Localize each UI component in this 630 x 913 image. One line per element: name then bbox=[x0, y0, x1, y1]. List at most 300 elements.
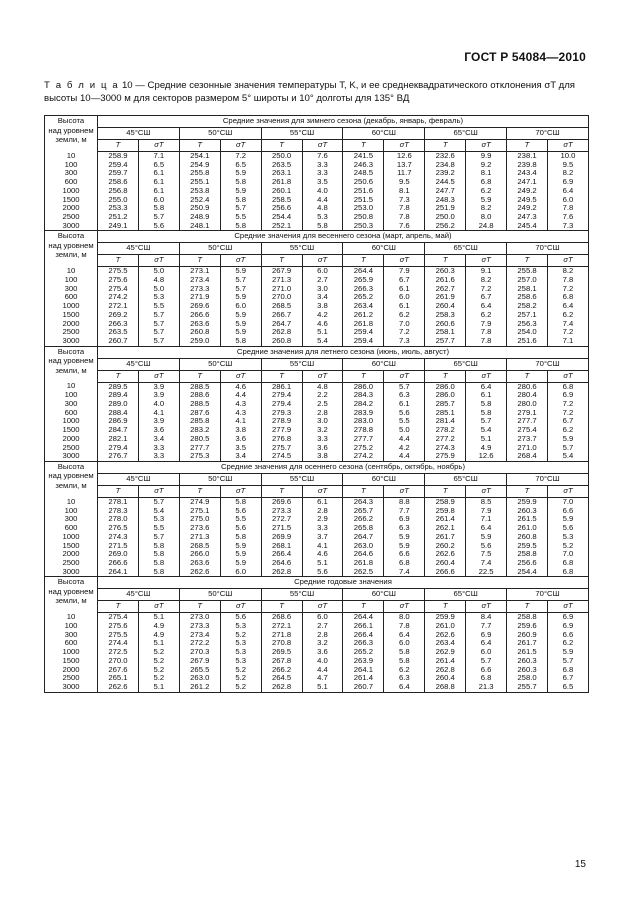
sigma-cell: 5.7 bbox=[547, 657, 588, 666]
sigma-symbol: σT bbox=[302, 140, 343, 152]
sigma-cell: 5.5 bbox=[220, 515, 261, 524]
sigma-cell: 6.1 bbox=[466, 391, 507, 400]
height-cell: 100 bbox=[45, 622, 98, 631]
sigma-cell: 5.3 bbox=[302, 213, 343, 222]
temperature-cell: 248.9 bbox=[179, 213, 220, 222]
sigma-symbol: σT bbox=[220, 485, 261, 497]
temperature-cell: 249.5 bbox=[507, 196, 548, 205]
latitude-header: 45°СШ bbox=[98, 128, 180, 140]
sigma-cell: 6.4 bbox=[466, 382, 507, 391]
temperature-symbol: T bbox=[179, 255, 220, 267]
height-cell: 3000 bbox=[45, 568, 98, 577]
temperature-cell: 264.7 bbox=[261, 320, 302, 329]
height-label-line: земли, м bbox=[55, 596, 87, 606]
sigma-cell: 5.9 bbox=[220, 267, 261, 276]
sigma-cell: 5.1 bbox=[302, 683, 343, 692]
sigma-cell: 8.0 bbox=[466, 213, 507, 222]
temperature-symbol: T bbox=[179, 485, 220, 497]
sigma-cell: 5.9 bbox=[220, 187, 261, 196]
temperature-cell: 278.3 bbox=[98, 507, 139, 516]
latitude-header: 50°СШ bbox=[179, 473, 261, 485]
temperature-cell: 263.6 bbox=[179, 559, 220, 568]
data-table bbox=[44, 115, 589, 693]
height-cell: 10 bbox=[45, 497, 98, 506]
sigma-cell: 5.8 bbox=[138, 568, 179, 577]
height-label-line: земли, м bbox=[55, 250, 87, 260]
temperature-cell: 280.0 bbox=[507, 400, 548, 409]
sigma-cell: 3.4 bbox=[138, 435, 179, 444]
sigma-symbol: σT bbox=[138, 485, 179, 497]
latitude-header: 50°СШ bbox=[179, 358, 261, 370]
sigma-cell: 5.9 bbox=[384, 533, 425, 542]
temperature-cell: 247.3 bbox=[507, 213, 548, 222]
temperature-cell: 272.7 bbox=[261, 515, 302, 524]
sigma-cell: 5.8 bbox=[138, 559, 179, 568]
sigma-cell: 7.6 bbox=[547, 213, 588, 222]
height-label-line: над уровнем bbox=[48, 125, 94, 135]
temperature-cell: 243.4 bbox=[507, 169, 548, 178]
temperature-cell: 279.4 bbox=[98, 444, 139, 453]
height-cell: 1000 bbox=[45, 533, 98, 542]
sigma-cell: 3.2 bbox=[302, 426, 343, 435]
sigma-cell: 5.3 bbox=[138, 515, 179, 524]
temperature-cell: 238.1 bbox=[507, 152, 548, 161]
temperature-cell: 269.0 bbox=[98, 550, 139, 559]
temperature-cell: 258.6 bbox=[98, 178, 139, 187]
temperature-cell: 261.4 bbox=[425, 657, 466, 666]
temperature-cell: 271.0 bbox=[507, 444, 548, 453]
sigma-cell: 2.2 bbox=[302, 391, 343, 400]
temperature-cell: 269.6 bbox=[179, 302, 220, 311]
temperature-cell: 263.4 bbox=[343, 302, 384, 311]
temperature-cell: 268.1 bbox=[261, 542, 302, 551]
sigma-cell: 8.5 bbox=[466, 497, 507, 506]
sigma-cell: 7.6 bbox=[302, 152, 343, 161]
sigma-cell: 4.4 bbox=[302, 666, 343, 675]
latitude-header: 70°СШ bbox=[507, 589, 589, 601]
table-row bbox=[45, 533, 589, 542]
sigma-symbol: σT bbox=[384, 485, 425, 497]
sigma-cell: 7.8 bbox=[384, 622, 425, 631]
sigma-cell: 4.3 bbox=[220, 400, 261, 409]
temperature-cell: 263.0 bbox=[343, 542, 384, 551]
height-cell: 1500 bbox=[45, 542, 98, 551]
temperature-symbol: T bbox=[343, 601, 384, 613]
temperature-cell: 249.2 bbox=[507, 204, 548, 213]
sigma-cell: 5.7 bbox=[138, 337, 179, 346]
sigma-cell: 5.8 bbox=[220, 178, 261, 187]
temperature-cell: 275.9 bbox=[425, 452, 466, 461]
temperature-cell: 251.9 bbox=[425, 204, 466, 213]
sigma-cell: 4.1 bbox=[138, 409, 179, 418]
sigma-cell: 3.6 bbox=[138, 426, 179, 435]
sigma-cell: 4.9 bbox=[466, 444, 507, 453]
sigma-cell: 5.8 bbox=[138, 542, 179, 551]
sigma-cell: 4.1 bbox=[220, 417, 261, 426]
sigma-cell: 3.6 bbox=[302, 648, 343, 657]
sigma-cell: 6.4 bbox=[466, 639, 507, 648]
table-row bbox=[45, 391, 589, 400]
temperature-cell: 264.7 bbox=[343, 533, 384, 542]
symbol-header-row bbox=[45, 485, 589, 497]
temperature-cell: 260.8 bbox=[179, 328, 220, 337]
height-cell: 1000 bbox=[45, 302, 98, 311]
sigma-cell: 8.2 bbox=[466, 204, 507, 213]
sigma-cell: 4.4 bbox=[384, 435, 425, 444]
temperature-cell: 260.3 bbox=[507, 657, 548, 666]
temperature-cell: 234.8 bbox=[425, 161, 466, 170]
temperature-cell: 273.3 bbox=[179, 285, 220, 294]
latitude-header-row bbox=[45, 128, 589, 140]
temperature-cell: 266.3 bbox=[343, 285, 384, 294]
temperature-cell: 269.9 bbox=[261, 533, 302, 542]
sigma-cell: 5.6 bbox=[220, 524, 261, 533]
temperature-cell: 255.8 bbox=[507, 267, 548, 276]
table-row bbox=[45, 559, 589, 568]
temperature-cell: 265.2 bbox=[343, 648, 384, 657]
table-row bbox=[45, 507, 589, 516]
sigma-cell: 4.8 bbox=[302, 204, 343, 213]
temperature-cell: 271.5 bbox=[261, 524, 302, 533]
temperature-cell: 260.3 bbox=[507, 666, 548, 675]
sigma-cell: 6.9 bbox=[547, 613, 588, 622]
sigma-cell: 5.7 bbox=[138, 533, 179, 542]
sigma-cell: 5.2 bbox=[138, 674, 179, 683]
temperature-cell: 278.9 bbox=[261, 417, 302, 426]
sigma-cell: 2.9 bbox=[302, 515, 343, 524]
sigma-cell: 6.2 bbox=[384, 666, 425, 675]
sigma-cell: 7.2 bbox=[547, 328, 588, 337]
temperature-cell: 256.6 bbox=[507, 559, 548, 568]
table-row bbox=[45, 293, 589, 302]
height-cell: 1500 bbox=[45, 657, 98, 666]
sigma-cell: 6.3 bbox=[384, 524, 425, 533]
symbol-header-row bbox=[45, 370, 589, 382]
sigma-cell: 6.2 bbox=[547, 311, 588, 320]
height-cell: 300 bbox=[45, 515, 98, 524]
sigma-cell: 7.1 bbox=[547, 337, 588, 346]
sigma-cell: 6.6 bbox=[547, 631, 588, 640]
temperature-cell: 279.1 bbox=[507, 409, 548, 418]
temperature-cell: 278.0 bbox=[98, 515, 139, 524]
table-row bbox=[45, 196, 589, 205]
sigma-cell: 5.1 bbox=[302, 559, 343, 568]
latitude-header: 45°СШ bbox=[98, 473, 180, 485]
sigma-cell: 5.8 bbox=[138, 204, 179, 213]
sigma-cell: 2.5 bbox=[302, 400, 343, 409]
sigma-cell: 4.8 bbox=[302, 382, 343, 391]
temperature-cell: 259.0 bbox=[179, 337, 220, 346]
sigma-cell: 6.8 bbox=[547, 666, 588, 675]
latitude-header: 65°СШ bbox=[425, 128, 507, 140]
temperature-cell: 260.8 bbox=[261, 337, 302, 346]
temperature-cell: 259.4 bbox=[98, 161, 139, 170]
sigma-symbol: σT bbox=[302, 370, 343, 382]
temperature-cell: 265.5 bbox=[179, 666, 220, 675]
sigma-cell: 5.8 bbox=[384, 648, 425, 657]
temperature-symbol: T bbox=[425, 370, 466, 382]
sigma-cell: 7.9 bbox=[384, 267, 425, 276]
temperature-cell: 275.4 bbox=[507, 426, 548, 435]
symbol-header-row bbox=[45, 140, 589, 152]
temperature-cell: 258.5 bbox=[261, 196, 302, 205]
sigma-symbol: σT bbox=[466, 255, 507, 267]
sigma-cell: 5.9 bbox=[547, 435, 588, 444]
temperature-symbol: T bbox=[98, 255, 139, 267]
temperature-cell: 263.5 bbox=[261, 161, 302, 170]
temperature-symbol: T bbox=[425, 140, 466, 152]
table-row bbox=[45, 568, 589, 577]
temperature-cell: 261.9 bbox=[425, 293, 466, 302]
table-row bbox=[45, 674, 589, 683]
height-cell: 3000 bbox=[45, 222, 98, 231]
sigma-cell: 3.3 bbox=[302, 169, 343, 178]
latitude-header: 55°СШ bbox=[261, 589, 343, 601]
temperature-cell: 266.6 bbox=[179, 311, 220, 320]
height-cell: 3000 bbox=[45, 683, 98, 692]
sigma-cell: 6.0 bbox=[466, 648, 507, 657]
temperature-cell: 250.3 bbox=[343, 222, 384, 231]
temperature-cell: 273.0 bbox=[179, 613, 220, 622]
temperature-cell: 259.6 bbox=[507, 622, 548, 631]
table-row bbox=[45, 524, 589, 533]
sigma-cell: 6.1 bbox=[138, 178, 179, 187]
temperature-cell: 263.4 bbox=[425, 639, 466, 648]
sigma-cell: 6.4 bbox=[466, 302, 507, 311]
latitude-header: 45°СШ bbox=[98, 589, 180, 601]
temperature-cell: 274.5 bbox=[261, 452, 302, 461]
sigma-cell: 5.9 bbox=[220, 542, 261, 551]
sigma-cell: 6.0 bbox=[220, 302, 261, 311]
temperature-cell: 267.8 bbox=[261, 657, 302, 666]
sigma-cell: 3.3 bbox=[302, 161, 343, 170]
temperature-cell: 267.6 bbox=[98, 666, 139, 675]
sigma-cell: 4.4 bbox=[220, 391, 261, 400]
height-cell: 1500 bbox=[45, 426, 98, 435]
table-row bbox=[45, 622, 589, 631]
height-column-header bbox=[45, 346, 98, 382]
sigma-cell: 6.9 bbox=[466, 631, 507, 640]
height-label-line: над уровнем bbox=[48, 471, 94, 481]
temperature-cell: 265.2 bbox=[343, 293, 384, 302]
temperature-cell: 261.4 bbox=[425, 515, 466, 524]
sigma-cell: 6.2 bbox=[547, 639, 588, 648]
temperature-cell: 264.5 bbox=[261, 674, 302, 683]
sigma-cell: 8.2 bbox=[547, 169, 588, 178]
table-row bbox=[45, 276, 589, 285]
temperature-cell: 239.2 bbox=[425, 169, 466, 178]
temperature-cell: 258.3 bbox=[425, 311, 466, 320]
temperature-cell: 278.1 bbox=[98, 497, 139, 506]
temperature-cell: 264.4 bbox=[343, 267, 384, 276]
temperature-cell: 258.1 bbox=[507, 285, 548, 294]
temperature-symbol: T bbox=[261, 485, 302, 497]
sigma-cell: 5.7 bbox=[138, 213, 179, 222]
table-row bbox=[45, 657, 589, 666]
sigma-cell: 6.6 bbox=[466, 666, 507, 675]
temperature-cell: 288.6 bbox=[179, 391, 220, 400]
temperature-cell: 265.1 bbox=[98, 674, 139, 683]
sigma-symbol: σT bbox=[547, 140, 588, 152]
sigma-cell: 7.8 bbox=[547, 276, 588, 285]
temperature-cell: 262.8 bbox=[425, 666, 466, 675]
sigma-cell: 4.1 bbox=[302, 542, 343, 551]
sigma-cell: 5.9 bbox=[220, 293, 261, 302]
section-title-row bbox=[45, 577, 589, 589]
temperature-cell: 241.5 bbox=[343, 152, 384, 161]
height-cell: 3000 bbox=[45, 337, 98, 346]
temperature-cell: 266.4 bbox=[261, 550, 302, 559]
sigma-cell: 7.3 bbox=[384, 196, 425, 205]
temperature-cell: 271.3 bbox=[261, 276, 302, 285]
sigma-cell: 6.9 bbox=[547, 622, 588, 631]
temperature-cell: 261.8 bbox=[261, 178, 302, 187]
latitude-header: 50°СШ bbox=[179, 243, 261, 255]
sigma-symbol: σT bbox=[220, 601, 261, 613]
height-label-line: земли, м bbox=[55, 135, 87, 144]
sigma-cell: 7.0 bbox=[384, 320, 425, 329]
sigma-cell: 6.7 bbox=[466, 293, 507, 302]
sigma-cell: 5.9 bbox=[384, 542, 425, 551]
temperature-cell: 272.1 bbox=[98, 302, 139, 311]
temperature-cell: 273.1 bbox=[179, 267, 220, 276]
latitude-header: 70°СШ bbox=[507, 128, 589, 140]
temperature-cell: 248.1 bbox=[179, 222, 220, 231]
temperature-symbol: T bbox=[507, 370, 548, 382]
latitude-header: 50°СШ bbox=[179, 128, 261, 140]
table-row bbox=[45, 337, 589, 346]
sigma-cell: 8.2 bbox=[466, 276, 507, 285]
temperature-symbol: T bbox=[507, 601, 548, 613]
sigma-cell: 7.9 bbox=[466, 507, 507, 516]
temperature-cell: 271.5 bbox=[98, 542, 139, 551]
latitude-header-row bbox=[45, 243, 589, 255]
table-row bbox=[45, 382, 589, 391]
height-label-line: земли, м bbox=[55, 480, 87, 490]
temperature-symbol: T bbox=[98, 140, 139, 152]
temperature-cell: 255.8 bbox=[179, 169, 220, 178]
height-cell: 1500 bbox=[45, 311, 98, 320]
temperature-cell: 259.7 bbox=[98, 169, 139, 178]
sigma-cell: 10.0 bbox=[547, 152, 588, 161]
sigma-cell: 5.7 bbox=[220, 276, 261, 285]
sigma-cell: 6.2 bbox=[384, 311, 425, 320]
temperature-cell: 256.3 bbox=[507, 320, 548, 329]
temperature-cell: 266.6 bbox=[425, 568, 466, 577]
temperature-cell: 267.9 bbox=[179, 657, 220, 666]
temperature-cell: 248.3 bbox=[425, 196, 466, 205]
sigma-cell: 7.1 bbox=[138, 152, 179, 161]
temperature-symbol: T bbox=[425, 255, 466, 267]
latitude-header-row bbox=[45, 473, 589, 485]
section-title-row bbox=[45, 346, 589, 358]
temperature-cell: 278.8 bbox=[343, 426, 384, 435]
height-cell: 2500 bbox=[45, 328, 98, 337]
sigma-cell: 4.2 bbox=[384, 444, 425, 453]
temperature-cell: 284.7 bbox=[98, 426, 139, 435]
temperature-cell: 268.5 bbox=[179, 542, 220, 551]
sigma-symbol: σT bbox=[138, 601, 179, 613]
temperature-cell: 251.6 bbox=[343, 187, 384, 196]
height-cell: 100 bbox=[45, 391, 98, 400]
temperature-cell: 260.3 bbox=[425, 267, 466, 276]
sigma-cell: 5.0 bbox=[138, 285, 179, 294]
sigma-cell: 5.7 bbox=[138, 320, 179, 329]
height-cell: 2500 bbox=[45, 674, 98, 683]
temperature-cell: 264.1 bbox=[343, 666, 384, 675]
sigma-cell: 5.7 bbox=[138, 328, 179, 337]
temperature-symbol: T bbox=[261, 601, 302, 613]
sigma-cell: 6.1 bbox=[138, 187, 179, 196]
table-row bbox=[45, 515, 589, 524]
temperature-cell: 258.9 bbox=[425, 497, 466, 506]
sigma-cell: 6.8 bbox=[547, 382, 588, 391]
temperature-cell: 288.5 bbox=[179, 400, 220, 409]
sigma-cell: 8.1 bbox=[384, 187, 425, 196]
temperature-cell: 283.0 bbox=[343, 417, 384, 426]
temperature-cell: 258.8 bbox=[507, 613, 548, 622]
temperature-cell: 287.6 bbox=[179, 409, 220, 418]
temperature-cell: 279.4 bbox=[261, 391, 302, 400]
sigma-cell: 5.9 bbox=[220, 320, 261, 329]
sigma-cell: 2.8 bbox=[302, 409, 343, 418]
temperature-cell: 275.7 bbox=[261, 444, 302, 453]
sigma-cell: 2.8 bbox=[302, 507, 343, 516]
table-row bbox=[45, 444, 589, 453]
height-label-line: Высота bbox=[57, 577, 85, 587]
temperature-cell: 262.5 bbox=[343, 568, 384, 577]
height-cell: 2000 bbox=[45, 204, 98, 213]
temperature-cell: 261.4 bbox=[343, 674, 384, 683]
sigma-cell: 3.5 bbox=[220, 444, 261, 453]
temperature-cell: 232.6 bbox=[425, 152, 466, 161]
sigma-cell: 7.2 bbox=[220, 152, 261, 161]
height-column-header bbox=[45, 116, 98, 152]
temperature-cell: 288.5 bbox=[179, 382, 220, 391]
sigma-cell: 7.9 bbox=[466, 320, 507, 329]
sigma-cell: 5.5 bbox=[138, 302, 179, 311]
height-cell: 3000 bbox=[45, 452, 98, 461]
sigma-cell: 12.6 bbox=[384, 152, 425, 161]
temperature-symbol: T bbox=[98, 370, 139, 382]
table-row bbox=[45, 542, 589, 551]
temperature-cell: 260.4 bbox=[425, 302, 466, 311]
sigma-cell: 5.8 bbox=[466, 400, 507, 409]
sigma-cell: 5.7 bbox=[220, 285, 261, 294]
temperature-cell: 253.8 bbox=[179, 187, 220, 196]
height-cell: 1500 bbox=[45, 196, 98, 205]
height-label-line: земли, м bbox=[55, 365, 87, 375]
table-row bbox=[45, 497, 589, 506]
table-row bbox=[45, 328, 589, 337]
temperature-cell: 264.6 bbox=[343, 550, 384, 559]
sigma-cell: 5.9 bbox=[220, 328, 261, 337]
sigma-cell: 5.3 bbox=[220, 657, 261, 666]
temperature-symbol: T bbox=[261, 140, 302, 152]
sigma-cell: 6.4 bbox=[547, 302, 588, 311]
height-cell: 300 bbox=[45, 169, 98, 178]
temperature-cell: 269.6 bbox=[261, 497, 302, 506]
temperature-cell: 271.8 bbox=[261, 631, 302, 640]
sigma-cell: 7.2 bbox=[466, 285, 507, 294]
table-row bbox=[45, 152, 589, 161]
temperature-cell: 260.6 bbox=[425, 320, 466, 329]
temperature-cell: 263.6 bbox=[179, 320, 220, 329]
latitude-header: 60°СШ bbox=[343, 358, 425, 370]
latitude-header: 70°СШ bbox=[507, 243, 589, 255]
table-row bbox=[45, 222, 589, 231]
table-row bbox=[45, 550, 589, 559]
